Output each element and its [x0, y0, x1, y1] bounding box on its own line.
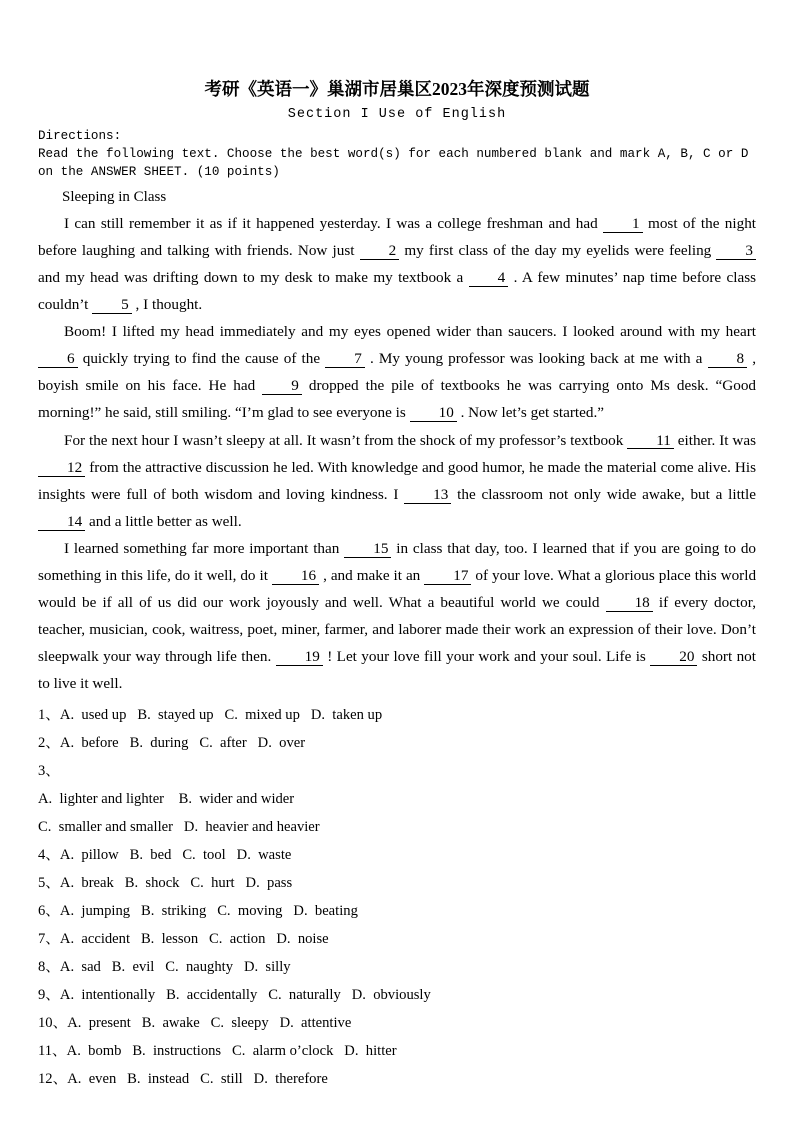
question-number: 11、: [38, 1043, 67, 1060]
answer-blank-20[interactable]: 20: [650, 649, 697, 666]
question-item[interactable]: [38, 729, 756, 757]
question-number: 3、: [38, 763, 60, 779]
answer-blank-19[interactable]: 19: [276, 649, 323, 666]
passage-paragraph: [38, 427, 756, 535]
answer-blank-3[interactable]: 3: [716, 243, 756, 260]
passage-text: I can still remember it as if it happened yesterday. I was a college freshman and had: [64, 215, 598, 233]
passage-paragraph: [38, 535, 756, 697]
answer-blank-6[interactable]: 6: [38, 351, 78, 368]
passage-text: , I thought.: [135, 296, 203, 314]
question-options[interactable]: A. break B. shock C. hurt D. pass: [59, 875, 293, 892]
passage-text: , boyish smile on his face. He had: [38, 350, 757, 395]
question-number: 9、: [38, 987, 60, 1004]
question-number: 4、: [38, 847, 60, 864]
answer-blank-17[interactable]: 17: [424, 568, 471, 585]
question-item[interactable]: [38, 1037, 756, 1065]
answer-blank-12[interactable]: 12: [38, 460, 85, 477]
question-options[interactable]: A. intentionally B. accidentally C. naturally D. obviously: [59, 987, 431, 1004]
question-number: 6、: [38, 903, 60, 920]
answer-blank-7[interactable]: 7: [325, 351, 365, 368]
question-options[interactable]: A. jumping B. striking C. moving D. beating: [59, 903, 358, 920]
question-number: 2、: [38, 734, 60, 751]
question-options[interactable]: A. accident B. lesson C. action D. noise: [59, 931, 329, 948]
question-number: 12、: [38, 1071, 68, 1088]
directions-label: Directions:: [38, 129, 122, 143]
passage-text: Boom! I lifted my head immediately and my eyes opened wider than saucers. I looked around with my heart: [64, 323, 756, 341]
question-options[interactable]: A. pillow B. bed C. tool D. waste: [59, 847, 292, 864]
passage-text: either. It was: [677, 431, 757, 449]
passage-text: dropped the pile of textbooks he was carrying onto Ms desk. “Good morning!” he said, still smiling. “I’m glad to see everyone is: [38, 377, 757, 422]
section-header: Section I Use of English: [287, 107, 507, 122]
answer-blank-8[interactable]: 8: [708, 351, 748, 368]
directions-body: Read the following text. Choose the best word(s) for each numbered blank and mark A, B, C or D on the ANSWER SHEET. (10 points): [38, 146, 749, 179]
answer-blank-13[interactable]: 13: [404, 487, 451, 504]
question-options[interactable]: C. smaller and smaller D. heavier and heavier: [38, 819, 320, 836]
question-options[interactable]: A. before B. during C. after D. over: [59, 734, 306, 751]
question-number: 10、: [38, 1015, 68, 1032]
question-item[interactable]: [38, 701, 756, 729]
question-number: 1、: [38, 706, 60, 723]
passage-title: Sleeping in Class: [62, 188, 167, 205]
answer-blank-11[interactable]: 11: [627, 433, 674, 450]
answer-blank-14[interactable]: 14: [38, 514, 85, 531]
passage-text: and a little better as well.: [88, 512, 242, 530]
answer-blank-4[interactable]: 4: [469, 270, 509, 287]
question-options[interactable]: A. sad B. evil C. naughty D. silly: [59, 959, 291, 976]
passage-text: . Now let’s get started.”: [460, 404, 604, 422]
question-number: 7、: [38, 931, 60, 948]
passage-text: if every doctor, teacher, musician, cook, waitress, poet, miner, farmer, and laborer made their work an expression of their love. Don’t sleepwalk your way through life then.: [38, 593, 756, 665]
question-item[interactable]: [38, 981, 756, 1009]
question-options[interactable]: A. bomb B. instructions C. alarm o’clock D. hitter: [66, 1043, 397, 1060]
answer-blank-16[interactable]: 16: [272, 568, 319, 585]
passage-text: , and make it an: [323, 566, 421, 584]
question-item[interactable]: [38, 841, 756, 869]
question-options[interactable]: A. lighter and lighter B. wider and wider: [38, 791, 295, 808]
question-options[interactable]: A. used up B. stayed up C. mixed up D. taken up: [59, 706, 383, 723]
passage-text: and my head was drifting down to my desk to make my textbook a: [38, 269, 464, 287]
passage-text: short not to live it well.: [38, 647, 756, 692]
passage-text: . My young professor was looking back at me with a: [369, 350, 703, 368]
answer-blank-9[interactable]: 9: [262, 378, 302, 395]
passage-text: my first class of the day my eyelids were feeling: [404, 242, 712, 260]
question-options[interactable]: A. even B. instead C. still D. therefore: [67, 1071, 328, 1088]
passage-text: in class that day, too. I learned that if you are going to do something in this life, do it well, do it: [38, 539, 757, 584]
passage-text: the classroom not only wide awake, but a little: [457, 485, 756, 503]
question-item[interactable]: [38, 757, 756, 785]
question-number: 5、: [38, 875, 60, 892]
passage-text: . A few minutes’ nap time before class couldn’t: [38, 269, 757, 314]
question-item[interactable]: [38, 953, 756, 981]
answer-blank-1[interactable]: 1: [603, 216, 643, 233]
passage-text: quickly trying to find the cause of the: [82, 350, 321, 368]
question-item[interactable]: [38, 869, 756, 897]
question-item[interactable]: [38, 1009, 756, 1037]
questions-list: [38, 701, 756, 1093]
question-item[interactable]: [38, 1065, 756, 1093]
passage-body: [38, 210, 756, 697]
passage-text: from the attractive discussion he led. With knowledge and good humor, he made the material come alive. His insights were full of both wisdom and loving kindness. I: [38, 458, 757, 503]
page-title: 考研《英语一》巢湖市居巢区2023年深度预测试题: [204, 79, 590, 99]
answer-blank-5[interactable]: 5: [92, 297, 132, 314]
passage-paragraph: [38, 210, 756, 318]
passage-text: most of the night before laughing and talking with friends. Now just: [38, 215, 757, 260]
passage-text: ! Let your love fill your work and your soul. Life is: [327, 647, 646, 665]
passage-text: For the next hour I wasn’t sleepy at all. It wasn’t from the shock of my professor’s textbook: [64, 431, 624, 449]
answer-blank-2[interactable]: 2: [360, 243, 400, 260]
question-item[interactable]: [38, 925, 756, 953]
question-number: 8、: [38, 959, 60, 976]
answer-blank-15[interactable]: 15: [344, 541, 391, 558]
passage-paragraph: [38, 318, 756, 426]
question-item[interactable]: [38, 897, 756, 925]
question-options[interactable]: A. present B. awake C. sleepy D. attentive: [67, 1015, 352, 1032]
passage-text: of your love. What a glorious place this world would be if all of us did our work joyously and well. What a beautiful world we could: [38, 566, 757, 611]
passage-text: I learned something far more important than: [64, 539, 340, 557]
answer-blank-18[interactable]: 18: [606, 595, 653, 612]
answer-blank-10[interactable]: 10: [410, 405, 457, 422]
